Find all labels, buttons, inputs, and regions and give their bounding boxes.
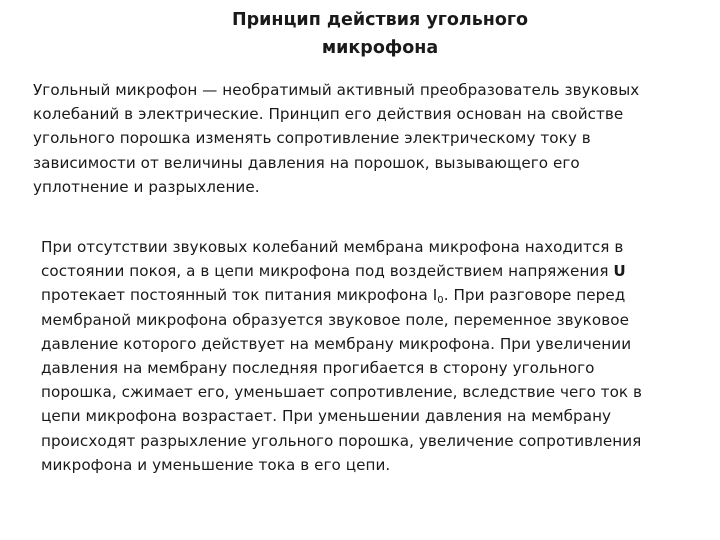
paragraph-line: микрофона и уменьшение тока в его цепи. [41, 455, 391, 474]
paragraph-line [41, 283, 642, 307]
paragraph-line: происходят разрыхление угольного порошка, увеличение сопротивления [41, 431, 642, 450]
paragraph-line: давление которого действует на мембрану микрофона. При увеличении [41, 334, 632, 353]
paragraph-line: колебаний в электрические. Принцип его действия основан на свойстве [33, 105, 624, 124]
voltage-symbol: U [613, 262, 626, 281]
paragraph-line: зависимости от величины давления на порошок, вызывающего его [33, 153, 580, 172]
paragraph-intro [33, 78, 639, 199]
paragraph-principle [41, 235, 642, 477]
line-text: протекает постоянный ток питания микрофона I [41, 286, 438, 305]
paragraph-line: давления на мембрану последняя прогибается в сторону угольного [41, 359, 595, 378]
paragraph-line: угольного порошка изменять сопротивление электрическому току в [33, 129, 591, 148]
paragraph-line [41, 259, 642, 283]
title-line-2: микрофона [321, 38, 439, 58]
page-title [190, 6, 570, 62]
line-text: . При разговоре перед [443, 286, 626, 305]
title-line-1: Принцип действия угольного [231, 10, 529, 30]
paragraph-line: мембраной микрофона образуется звуковое поле, переменное звуковое [41, 310, 629, 329]
paragraph-line: При отсутствии звуковых колебаний мембрана микрофона находится в [41, 238, 624, 256]
line-text: состоянии покоя, а в цепи микрофона под воздействием напряжения [41, 262, 614, 281]
paragraph-line: Угольный микрофон — необратимый активный преобразователь звуковых [33, 81, 640, 99]
paragraph-line: цепи микрофона возрастает. При уменьшении давления на мембрану [41, 407, 612, 426]
current-subscript: 0 [437, 295, 444, 307]
paragraph-line: порошка, сжимает его, уменьшает сопротивление, вследствие чего ток в [41, 383, 643, 402]
paragraph-line: уплотнение и разрыхление. [33, 177, 260, 196]
